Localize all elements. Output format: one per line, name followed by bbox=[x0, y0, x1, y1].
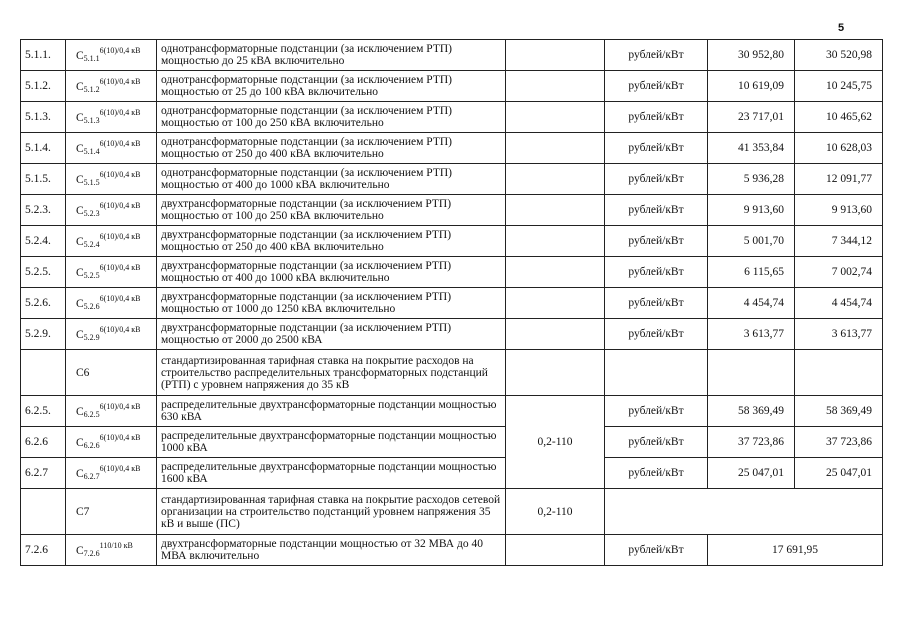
value-2: 30 520,98 bbox=[795, 40, 883, 71]
voltage-cell bbox=[506, 535, 605, 566]
unit-cell: рублей/кВт bbox=[605, 396, 708, 427]
row-description: двухтрансформаторные подстанции (за исключением РТП) мощностью от 2000 до 2500 кВА bbox=[157, 319, 506, 350]
row-description: распределительные двухтрансформаторные подстанции мощностью 1000 кВА bbox=[157, 427, 506, 458]
row-description: однотрансформаторные подстанции (за исключением РТП) мощностью от 100 до 250 кВА включительно bbox=[157, 102, 506, 133]
row-number: 6.2.6 bbox=[21, 427, 66, 458]
row-description: однотрансформаторные подстанции (за исключением РТП) мощностью от 250 до 400 кВА включительно bbox=[157, 133, 506, 164]
rate-code: $C5.1.2^{6(10)/0,4 кВ}$ bbox=[66, 71, 157, 102]
row-number: 5.2.4. bbox=[21, 226, 66, 257]
unit-cell: рублей/кВт bbox=[605, 226, 708, 257]
value-1: 3 613,77 bbox=[708, 319, 795, 350]
table-row-c7 bbox=[21, 489, 883, 535]
rate-code: $C5.2.5^{6(10)/0,4 кВ}$ bbox=[66, 257, 157, 288]
row-number: 5.2.3. bbox=[21, 195, 66, 226]
value-2: 9 913,60 bbox=[795, 195, 883, 226]
unit-cell: рублей/кВт bbox=[605, 102, 708, 133]
rate-code: C7 bbox=[66, 489, 157, 535]
value-2: 10 628,03 bbox=[795, 133, 883, 164]
rate-code: $C6.2.7^{6(10)/0,4 кВ}$ bbox=[66, 458, 157, 489]
row-description: однотрансформаторные подстанции (за исключением РТП) мощностью от 25 до 100 кВА включительно bbox=[157, 71, 506, 102]
rate-code: $C6.2.6^{6(10)/0,4 кВ}$ bbox=[66, 427, 157, 458]
value-1: 5 936,28 bbox=[708, 164, 795, 195]
unit-cell: рублей/кВт bbox=[605, 535, 708, 566]
voltage-cell-empty bbox=[506, 71, 605, 102]
row-description: распределительные двухтрансформаторные подстанции мощностью 630 кВА bbox=[157, 396, 506, 427]
row-description: двухтрансформаторные подстанции (за исключением РТП) мощностью от 250 до 400 кВА включительно bbox=[157, 226, 506, 257]
value-2: 7 002,74 bbox=[795, 257, 883, 288]
voltage-cell-empty bbox=[506, 257, 605, 288]
value-2: 10 465,62 bbox=[795, 102, 883, 133]
unit-cell: рублей/кВт bbox=[605, 257, 708, 288]
value-1: 4 454,74 bbox=[708, 288, 795, 319]
value-1: 37 723,86 bbox=[708, 427, 795, 458]
unit-cell: рублей/кВт bbox=[605, 458, 708, 489]
voltage-cell-empty bbox=[506, 288, 605, 319]
value-2 bbox=[795, 350, 883, 396]
row-number: 6.2.5. bbox=[21, 396, 66, 427]
value-1: 23 717,01 bbox=[708, 102, 795, 133]
row-number: 5.1.1. bbox=[21, 40, 66, 71]
row-number bbox=[21, 350, 66, 396]
value-2: 58 369,49 bbox=[795, 396, 883, 427]
unit-cell: рублей/кВт bbox=[605, 288, 708, 319]
value-1: 30 952,80 bbox=[708, 40, 795, 71]
row-number: 7.2.6 bbox=[21, 535, 66, 566]
row-number: 5.1.3. bbox=[21, 102, 66, 133]
row-number: 5.1.2. bbox=[21, 71, 66, 102]
value-2: 3 613,77 bbox=[795, 319, 883, 350]
table-row bbox=[21, 257, 883, 288]
rate-code: $C5.1.3^{6(10)/0,4 кВ}$ bbox=[66, 102, 157, 133]
rate-code: $C5.1.4^{6(10)/0,4 кВ}$ bbox=[66, 133, 157, 164]
voltage-cell: 0,2-110 bbox=[506, 396, 605, 489]
row-description: стандартизированная тарифная ставка на покрытие расходов на строительство распределительных трансформаторных подстанций (РТП) с уровнем напряжения до 35 кВ bbox=[157, 350, 506, 396]
row-description: распределительные двухтрансформаторные подстанции мощностью 1600 кВА bbox=[157, 458, 506, 489]
value-1: 9 913,60 bbox=[708, 195, 795, 226]
rate-code: $C5.1.1^{6(10)/0,4 кВ}$ bbox=[66, 40, 157, 71]
table-row bbox=[21, 164, 883, 195]
table-row bbox=[21, 288, 883, 319]
value-1: 25 047,01 bbox=[708, 458, 795, 489]
rate-code: $C6.2.5^{6(10)/0,4 кВ}$ bbox=[66, 396, 157, 427]
rate-code: $C7.2.6^{110/10 кВ}$ bbox=[66, 535, 157, 566]
row-number: 6.2.7 bbox=[21, 458, 66, 489]
row-description: двухтрансформаторные подстанции мощностью от 32 МВА до 40 МВА включительно bbox=[157, 535, 506, 566]
voltage-cell-empty bbox=[506, 319, 605, 350]
row-description: двухтрансформаторные подстанции (за исключением РТП) мощностью от 1000 до 1250 кВА включительно bbox=[157, 288, 506, 319]
table-row bbox=[21, 195, 883, 226]
value-1: 58 369,49 bbox=[708, 396, 795, 427]
row-number bbox=[21, 489, 66, 535]
rate-code: $C5.2.6^{6(10)/0,4 кВ}$ bbox=[66, 288, 157, 319]
table-row bbox=[21, 396, 883, 427]
value-2: 37 723,86 bbox=[795, 427, 883, 458]
value-2: 12 091,77 bbox=[795, 164, 883, 195]
table-row bbox=[21, 133, 883, 164]
unit-cell: рублей/кВт bbox=[605, 319, 708, 350]
unit-cell bbox=[605, 489, 883, 535]
value-1: 10 619,09 bbox=[708, 71, 795, 102]
table-row-c6 bbox=[21, 350, 883, 396]
row-description: однотрансформаторные подстанции (за исключением РТП) мощностью до 25 кВА включительно bbox=[157, 40, 506, 71]
row-description: стандартизированная тарифная ставка на покрытие расходов сетевой организации на строительство подстанций уровнем напряжения 35 кВ и выше (ПС) bbox=[157, 489, 506, 535]
row-description: однотрансформаторные подстанции (за исключением РТП) мощностью от 400 до 1000 кВА включительно bbox=[157, 164, 506, 195]
voltage-cell-empty bbox=[506, 195, 605, 226]
rate-code: $C5.2.4^{6(10)/0,4 кВ}$ bbox=[66, 226, 157, 257]
table-row bbox=[21, 71, 883, 102]
table-row bbox=[21, 226, 883, 257]
voltage-cell bbox=[506, 350, 605, 396]
row-number: 5.2.6. bbox=[21, 288, 66, 319]
value-2: 7 344,12 bbox=[795, 226, 883, 257]
value-2: 25 047,01 bbox=[795, 458, 883, 489]
table-row bbox=[21, 535, 883, 566]
unit-cell bbox=[605, 350, 708, 396]
row-number: 5.2.9. bbox=[21, 319, 66, 350]
rate-code: $C5.1.5^{6(10)/0,4 кВ}$ bbox=[66, 164, 157, 195]
voltage-cell-empty bbox=[506, 40, 605, 71]
table-row bbox=[21, 102, 883, 133]
value-1: 6 115,65 bbox=[708, 257, 795, 288]
table-row bbox=[21, 40, 883, 71]
merged-value: 17 691,95 bbox=[708, 535, 883, 566]
unit-cell: рублей/кВт bbox=[605, 164, 708, 195]
table-row bbox=[21, 427, 883, 458]
row-number: 5.1.5. bbox=[21, 164, 66, 195]
row-description: двухтрансформаторные подстанции (за исключением РТП) мощностью от 400 до 1000 кВА включительно bbox=[157, 257, 506, 288]
tariff-table bbox=[20, 39, 883, 566]
rate-code: $C5.2.3^{6(10)/0,4 кВ}$ bbox=[66, 195, 157, 226]
value-1: 5 001,70 bbox=[708, 226, 795, 257]
rate-code: C6 bbox=[66, 350, 157, 396]
voltage-cell-empty bbox=[506, 102, 605, 133]
value-1 bbox=[708, 350, 795, 396]
value-2: 4 454,74 bbox=[795, 288, 883, 319]
row-number: 5.1.4. bbox=[21, 133, 66, 164]
page-number: 5 bbox=[838, 22, 845, 34]
value-1: 41 353,84 bbox=[708, 133, 795, 164]
unit-cell: рублей/кВт bbox=[605, 71, 708, 102]
voltage-cell-empty bbox=[506, 133, 605, 164]
unit-cell: рублей/кВт bbox=[605, 133, 708, 164]
unit-cell: рублей/кВт bbox=[605, 195, 708, 226]
row-number: 5.2.5. bbox=[21, 257, 66, 288]
unit-cell: рублей/кВт bbox=[605, 40, 708, 71]
value-2: 10 245,75 bbox=[795, 71, 883, 102]
voltage-cell-empty bbox=[506, 226, 605, 257]
unit-cell: рублей/кВт bbox=[605, 427, 708, 458]
row-description: двухтрансформаторные подстанции (за исключением РТП) мощностью от 100 до 250 кВА включительно bbox=[157, 195, 506, 226]
table-row bbox=[21, 458, 883, 489]
voltage-cell-empty bbox=[506, 164, 605, 195]
voltage-cell: 0,2-110 bbox=[506, 489, 605, 535]
table-row bbox=[21, 319, 883, 350]
rate-code: $C5.2.9^{6(10)/0,4 кВ}$ bbox=[66, 319, 157, 350]
